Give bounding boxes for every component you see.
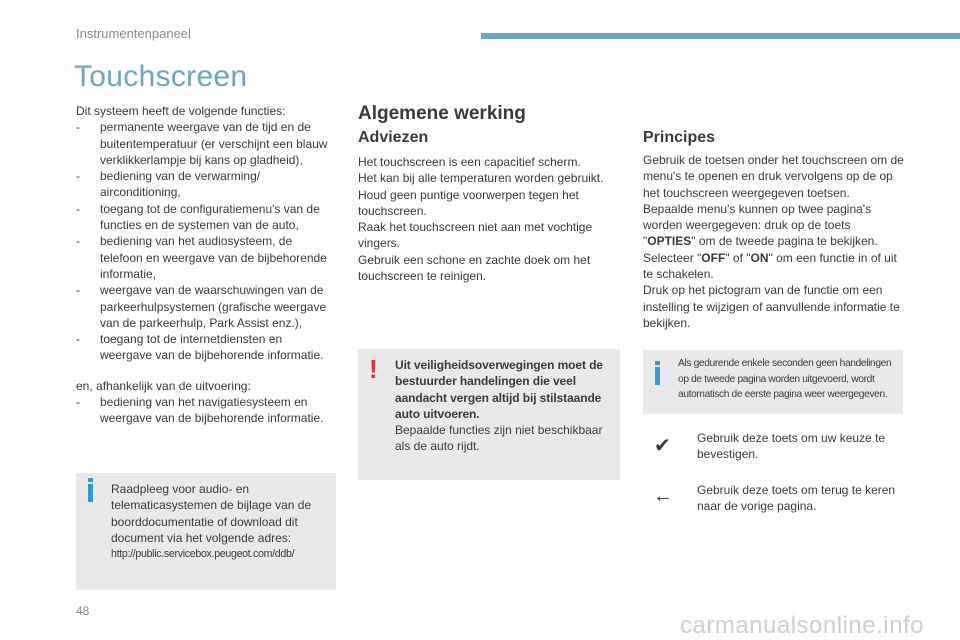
functions-list <box>76 119 334 363</box>
list-item: - permanente weergave van de tijd en de buitentemperatuur (er verschijnt een blauw verklikkerlampje bij kans op gladheid), <box>76 119 334 168</box>
info-icon <box>655 367 660 385</box>
optional-intro: en, afhankelijk van de uitvoering: <box>76 378 251 393</box>
info-box-timeout <box>643 350 903 414</box>
info-box-text <box>111 481 329 562</box>
warning-icon: ! <box>369 354 378 384</box>
advice-line: Het kan bij alle temperaturen worden gebruikt. <box>358 171 604 186</box>
optional-list <box>76 394 334 427</box>
adviezen-heading: Adviezen <box>358 129 429 146</box>
back-arrow-icon: ← <box>653 485 673 507</box>
header-accent-bar <box>481 33 960 39</box>
principle-line: "OPTIES" om de tweede pagina te bekijken. <box>643 234 878 249</box>
advice-line: Gebruik een schone en zachte doek om het touchscreen te reinigen. <box>358 252 591 284</box>
adviezen-text <box>358 154 608 284</box>
info-text: Raadpleeg voor audio- en telematicasystemen de bijlage van de boorddocumentatie of download dit document via het volgende adres: <box>111 482 312 545</box>
list-item: - toegang tot de configuratiemenu's van de functies en de systemen van de auto, <box>76 201 334 234</box>
advice-line: Raak het touchscreen niet aan met vochtige vingers. <box>358 220 593 251</box>
section-header: Instrumentenpaneel <box>76 26 191 41</box>
section-heading: Algemene werking <box>358 103 526 124</box>
functions-intro: Dit systeem heeft de volgende functies: <box>76 104 286 118</box>
page-title: Touchscreen <box>74 60 248 93</box>
info-icon <box>88 484 93 502</box>
list-item: - bediening van het navigatiesysteem en weergave van de bijbehorende informatie. <box>76 394 334 427</box>
warning-text <box>395 357 615 455</box>
list-item: - bediening van het audiosysteem, de telefoon en weergave van de bijbehorende informatie, <box>76 233 334 282</box>
list-item: - toegang tot de internetdiensten en weergave van de bijbehorende informatie. <box>76 331 334 364</box>
watermark: carmanualsonline.info <box>680 612 924 639</box>
principle-line: Bepaalde menu's kunnen op twee pagina's worden weergegeven: druk op de toets <box>643 201 872 233</box>
principle-line: Gebruik de toetsen onder het touchscreen om de menu's te openen en druk vervolgens op de op het touchscreen weergegeven toetsen. <box>643 153 904 200</box>
confirm-text: Gebruik deze toets om uw keuze te bevestigen. <box>697 431 886 462</box>
list-item: - bediening van de verwarming/ airconditioning, <box>76 168 334 201</box>
off-key: OFF <box>701 250 726 265</box>
on-key: ON <box>750 250 769 265</box>
principes-heading: Principes <box>643 129 716 146</box>
warning-box <box>358 349 620 480</box>
principle-line: Druk op het pictogram van de functie om een instelling te wijzigen of aanvullende informatie te bekijken. <box>643 283 900 330</box>
check-icon: ✔ <box>654 435 671 457</box>
info-timeout-text: Als gedurende enkele seconden geen handelingen op de tweede pagina worden uitgevoerd, wordt automatisch de eerste pagina weer weergegeven. <box>678 358 892 400</box>
info-url: http://public.servicebox.peugeot.com/ddb/ <box>111 548 295 561</box>
info-box-audio <box>76 473 336 590</box>
advice-line: Het touchscreen is een capacitief scherm. <box>358 155 581 169</box>
warning-note: Bepaalde functies zijn niet beschikbaar als de auto rijdt. <box>395 423 603 454</box>
advice-line: Houd geen puntige voorwerpen tegen het touchscreen. <box>358 187 579 218</box>
page-number: 48 <box>76 604 90 618</box>
opties-key: OPTIES <box>647 234 692 249</box>
principes-text <box>643 152 905 331</box>
left-column <box>76 103 334 427</box>
list-item: - weergave van de waarschuwingen van de parkeerhulpsystemen (grafische weergave van de parkeerhulp, Park Assist enz.), <box>76 282 334 331</box>
warning-bold: Uit veiligheidsoverwegingen moet de bestuurder handelingen die veel aandacht vergen altijd bij stilstaande auto uitvoeren. <box>395 358 603 421</box>
principle-line: Selecteer "OFF" of "ON" om een functie in of uit te schakelen. <box>643 250 897 282</box>
back-text: Gebruik deze toets om terug te keren naar de vorige pagina. <box>697 483 896 514</box>
